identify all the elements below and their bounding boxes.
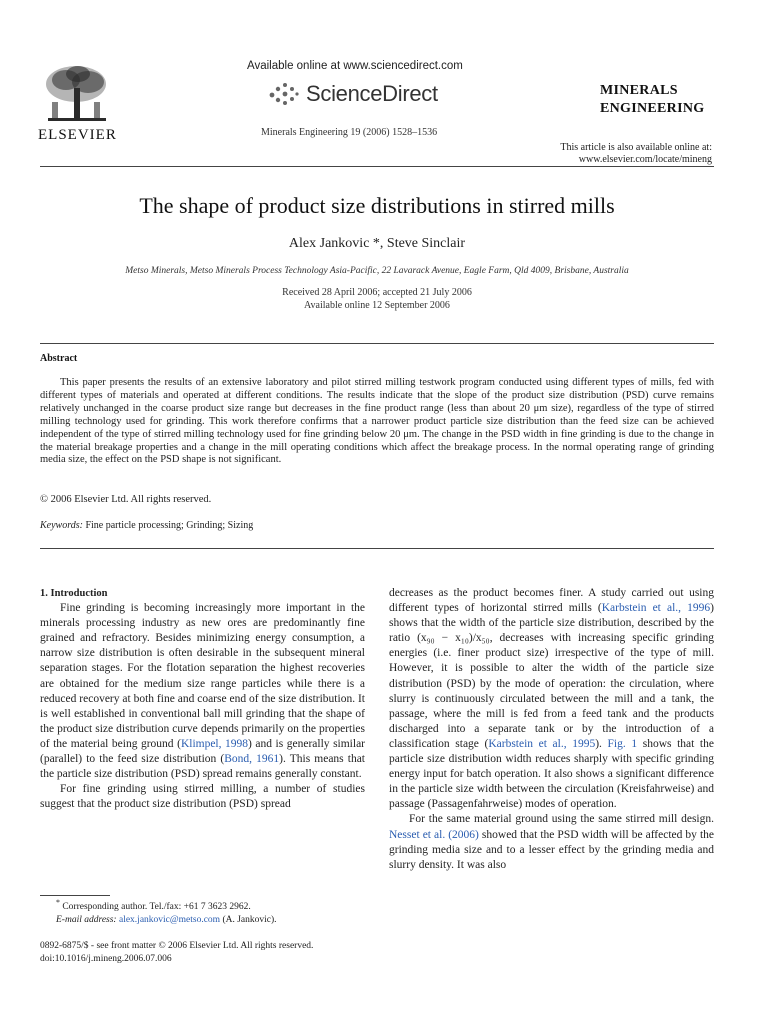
figure-link-fig1[interactable]: Fig. 1 [607, 737, 638, 750]
article-title: The shape of product size distributions in stirred mills [139, 193, 615, 218]
front-matter: 0892-6875/$ - see front matter © 2006 Elsevier Ltd. All rights reserved. doi:10.1016/j.mineng.2006.07.006 [40, 941, 314, 964]
also-online-note: This article is also available online at: www.elsevier.com/locate/mineng [560, 142, 712, 165]
abstract-body: This paper presents the results of an extensive laboratory and pilot stirred milling testwork program conducted using different types of mills, fed with different types of materials and operated at different conditions. The results indicate that the slope of the product size distribution (PSD) curve remains relatively unchanged in the coarse product size range but decreases in the fine product range (less than about 20 μm size), regardless of the type of stirred milling technology used for grinding. This work therefore confirms that a narrower product particle size distribution than the feed size can be achieved independent of the type of stirred milling technology used for fine grinding below 20 μm. The change in the PSD width in fine grinding is due to the change in the material breakage properties and a change in the mill operating conditions which affect the breakage process. In the normal operating range of grinding media size, the effect on the PSD shape is not significant. [40, 377, 714, 466]
citation-link-karbstein-1995[interactable]: Karbstein et al., 1995 [488, 737, 596, 750]
header-divider [40, 166, 714, 167]
author-email-link[interactable]: alex.jankovic@metso.com [118, 914, 221, 925]
sciencedirect-dots-icon [266, 81, 300, 107]
section-heading-introduction: 1. Introduction [40, 588, 108, 599]
right-column [389, 586, 714, 873]
right-paragraph-1: decreases as the product becomes finer. A study carried out using different types of horizontal stirred mills (Karbstein et al., 1996) shows that the width of the particle size distribution, described by the ratio (x₉₀ − x₁₀)/x₅₀, decreases with increasing specific grinding energies (i.e. finer product size) irrespective of the type of mill. However, it is possible to alter the width of the particle size distribution (PSD) by the mode of operation: the circulation, where slurry is continuously circulated between the mill and a tank, the passage, where the mill is fed from a feed tank and the products discharged into a separate tank or by the introduction of a classification stage (Karbstein et al., 1995). Fig. 1 shows that the particle size distribution width reduces sharply with specific grinding energy input for batch operation. It also shows a significant difference in the particle size width between the circulation (Kreisfahrweise) and passage (Passagenfahrweise) modes of operation. [389, 587, 714, 811]
journal-url-link[interactable]: www.elsevier.com/locate/mineng [578, 154, 712, 165]
keywords: Keywords: Fine particle processing; Grinding; Sizing [40, 520, 254, 531]
publisher-name: ELSEVIER [38, 127, 117, 143]
article-dates: Received 28 April 2006; accepted 21 July 2006 Available online 12 September 2006 [282, 287, 472, 311]
journal-reference: Minerals Engineering 19 (2006) 1528–1536 [261, 127, 438, 138]
available-online-text: Available online at www.sciencedirect.com [247, 60, 463, 72]
intro-paragraph-2: For fine grinding using stirred milling, a number of studies suggest that the product size distribution (PSD) spread [40, 783, 365, 811]
citation-link-bond[interactable]: Bond, 1961 [224, 753, 280, 766]
page-header [0, 0, 768, 165]
right-paragraph-2: For the same material ground using the same stirred mill design. Nesset et al. (2006) showed that the PSD width will be affected by the grinding media size and to a lesser effect by the grinding media and slurry density. It was also [389, 813, 715, 871]
author-affiliation: Metso Minerals, Metso Minerals Process Technology Asia-Pacific, 22 Lavarack Avenue, Eagle Farm, Qld 4009, Brisbane, Australia [125, 266, 629, 276]
article-authors: Alex Jankovic *, Steve Sinclair [288, 236, 466, 251]
abstract-bottom-divider [40, 548, 714, 549]
sciencedirect-logo [266, 77, 438, 111]
intro-paragraph-1: Fine grinding is becoming increasingly more important in the minerals processing industry as new ores are predominantly fine grained and refractory. Besides minimizing energy consumption, a narrow size distribution is often desirable in the subsequent mineral separation stages. For the flotation separation the highest recoveries are obtained for the medium size range particles while there is a reduced recovery at both fine and coarse end of the size distribution. It is well established in conventional ball mill grinding that the shape of the product size distribution curve depends primarily on the properties of the material being ground (Klimpel, 1998) and is generally similar (parallel) to the feed size distribution (Bond, 1961). This means that the particle size distribution (PSD) spread remains generally constant. [40, 602, 366, 781]
citation-link-nesset[interactable]: Nesset et al. (2006) [389, 828, 479, 841]
sciencedirect-wordmark: ScienceDirect [306, 81, 438, 106]
abstract-heading: Abstract [40, 353, 78, 364]
abstract-top-divider [40, 343, 714, 344]
footnote-divider [40, 895, 110, 896]
left-column [40, 586, 365, 812]
citation-link-karbstein-1996[interactable]: Karbstein et al., 1996 [601, 602, 711, 615]
doi: doi:10.1016/j.mineng.2006.07.006 [40, 953, 172, 964]
journal-name: MINERALS ENGINEERING [600, 83, 705, 116]
corresponding-author-footnote: * Corresponding author. Tel./fax: +61 7 3623 2962. E-mail address: alex.jankovic@metso.com (A. Jankovic). [56, 898, 277, 925]
abstract-copyright: © 2006 Elsevier Ltd. All rights reserved. [40, 494, 212, 505]
citation-link-klimpel[interactable]: Klimpel, 1998 [180, 737, 249, 750]
